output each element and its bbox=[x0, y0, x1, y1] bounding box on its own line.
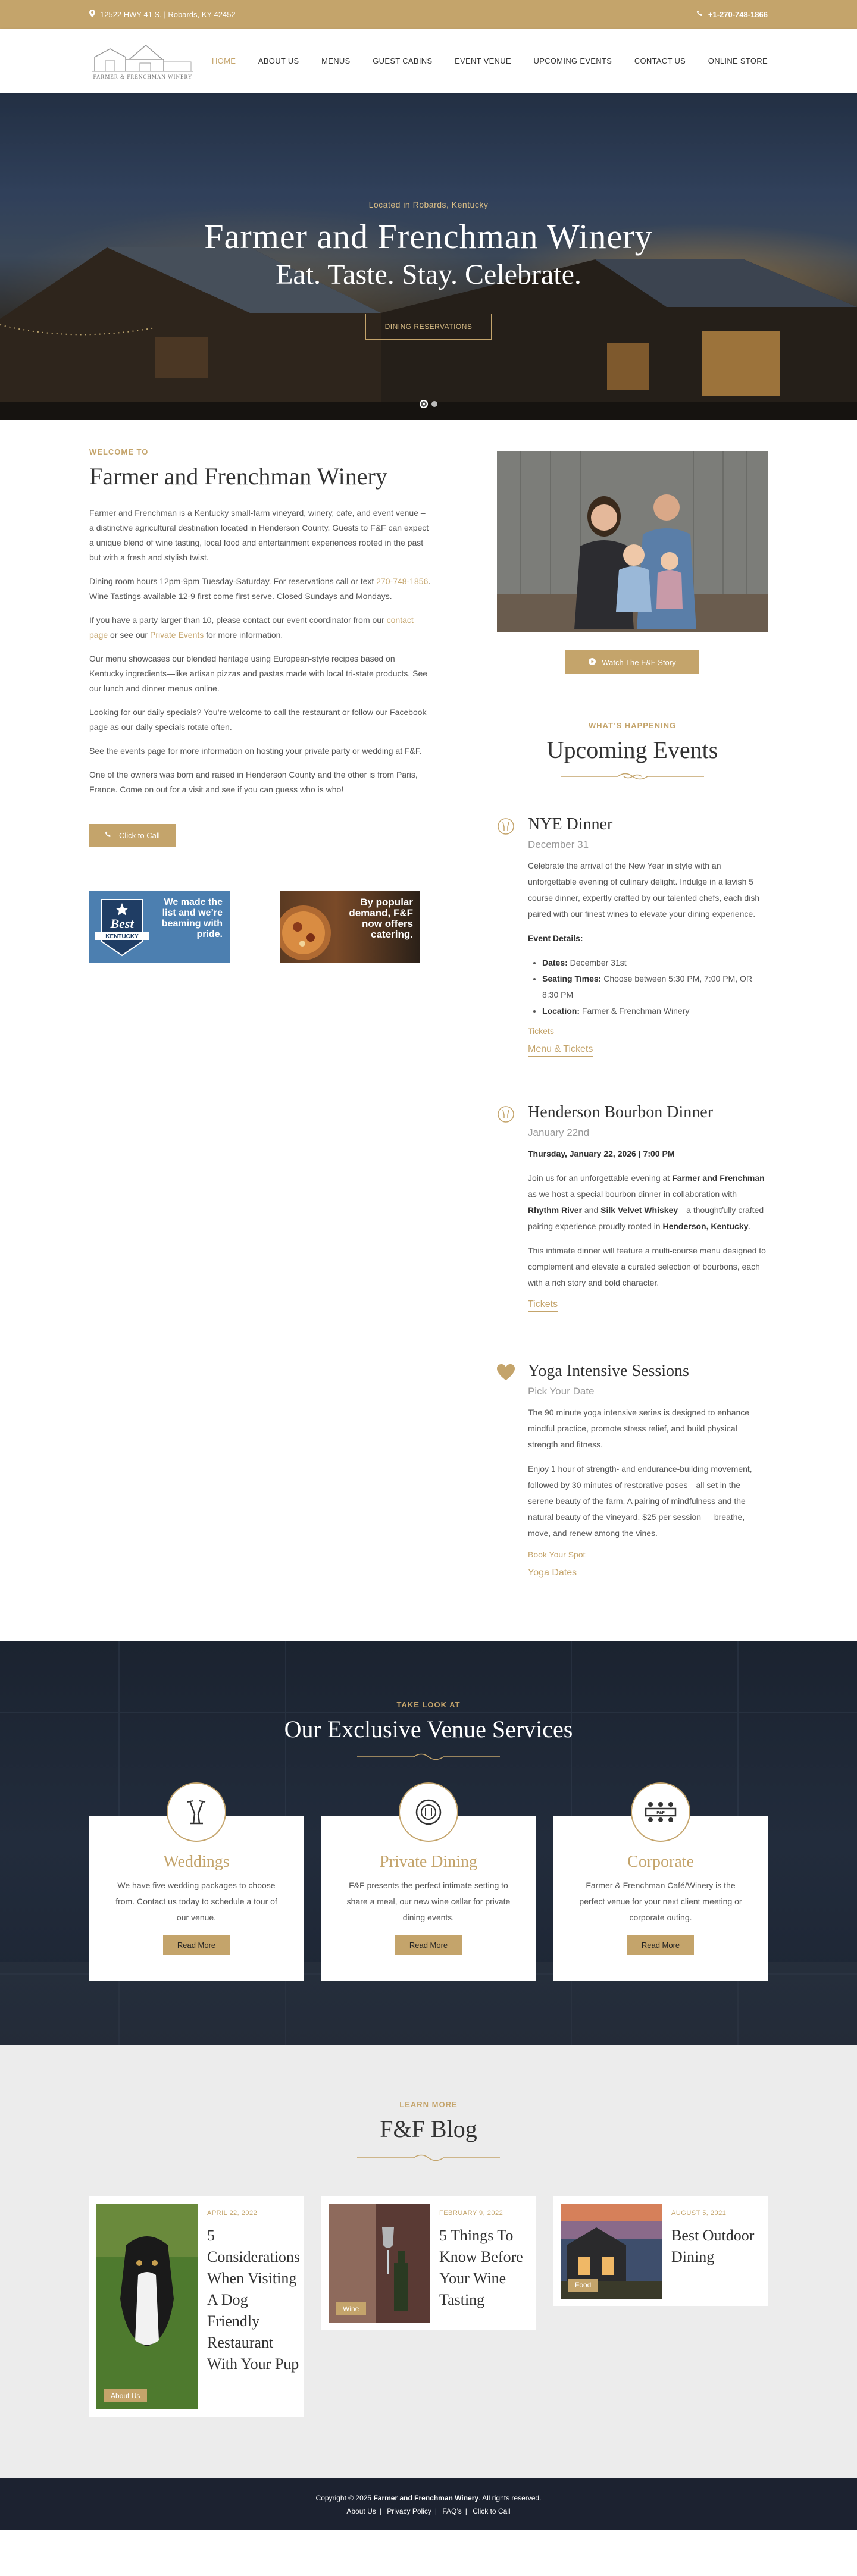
post-date: FEBRUARY 9, 2022 bbox=[439, 2210, 503, 2217]
best-of-kentucky-banner[interactable] bbox=[89, 891, 230, 963]
hero-kicker: Located in Robards, Kentucky bbox=[368, 200, 489, 209]
card-private-dining bbox=[321, 1816, 536, 1981]
promo-banners bbox=[89, 891, 431, 963]
main-nav bbox=[212, 53, 768, 69]
wine-tasting-photo bbox=[329, 2204, 430, 2323]
address-text: 12522 HWY 41 S. | Robards, KY 42452 bbox=[100, 10, 236, 19]
venue-cards bbox=[0, 1811, 857, 1981]
card-title: Weddings bbox=[163, 1853, 230, 1871]
flourish-divider-icon bbox=[357, 1753, 500, 1761]
event-when: Thursday, January 22, 2026 | 7:00 PM bbox=[528, 1149, 675, 1158]
wine-glasses-icon bbox=[497, 815, 515, 1057]
svg-text:Best: Best bbox=[110, 916, 134, 931]
footer-about-us-link[interactable]: About Us bbox=[346, 2507, 376, 2515]
card-title: Corporate bbox=[627, 1853, 694, 1871]
main-content bbox=[0, 420, 857, 1580]
nav-home[interactable]: HOME bbox=[212, 56, 236, 65]
post-title[interactable]: 5 Things To Know Before Your Wine Tasting bbox=[439, 2227, 523, 2308]
blog-header bbox=[89, 2100, 768, 2162]
card-text: F&F presents the perfect intimate setting to share a meal, our new wine cellar for private dining events. bbox=[346, 1881, 511, 1922]
tickets-link[interactable]: Tickets bbox=[528, 1026, 554, 1036]
card-title: Private Dining bbox=[379, 1853, 478, 1871]
events-column bbox=[497, 447, 768, 1580]
read-more-button[interactable]: Read More bbox=[163, 1935, 230, 1955]
hero-subtitle: Eat. Taste. Stay. Celebrate. bbox=[276, 258, 581, 290]
svg-text:F&F: F&F bbox=[656, 1811, 665, 1815]
blog-kicker: LEARN MORE bbox=[399, 2100, 458, 2109]
slider-dots bbox=[0, 400, 857, 408]
yoga-dates-link[interactable]: Yoga Dates bbox=[528, 1568, 577, 1580]
hero-content bbox=[0, 200, 857, 340]
menu-tickets-link[interactable]: Menu & Tickets bbox=[528, 1044, 593, 1057]
site-logo[interactable] bbox=[89, 40, 196, 82]
welcome-column bbox=[89, 447, 431, 1580]
card-text: Farmer & Frenchman Café/Winery is the perfect venue for your next client meeting or corporate outing. bbox=[579, 1881, 742, 1922]
events-title: Upcoming Events bbox=[546, 737, 718, 763]
event-bourbon-dinner bbox=[497, 1103, 768, 1312]
event-title: NYE Dinner bbox=[528, 815, 613, 833]
address bbox=[89, 10, 236, 19]
event-description: Join us for an unforgettable evening at Farmer and Frenchman as we host a special bourbon dinner in collaboration with Rhythm River and Silk Velvet Whiskey—a thoughtfully crafted pairing experience proudly rooted in Henderson, Kentucky. bbox=[528, 1173, 765, 1231]
wine-glasses-icon bbox=[497, 1103, 515, 1312]
event-description: The 90 minute yoga intensive series is designed to enhance mindful practice, promote stress relief, and build physical strength and fitness. bbox=[528, 1408, 750, 1449]
svg-text:KENTUCKY: KENTUCKY bbox=[105, 933, 139, 940]
owners-family-photo bbox=[497, 451, 768, 632]
post-title[interactable]: 5 Considerations When Visiting A Dog Friendly Restaurant With Your Pup bbox=[207, 2227, 300, 2373]
private-events-link[interactable]: Private Events bbox=[149, 630, 204, 640]
flourish-divider-icon bbox=[561, 772, 704, 781]
catering-banner[interactable] bbox=[280, 891, 420, 963]
dinner-plate-icon bbox=[399, 1782, 458, 1842]
phone-text-link[interactable]: 270-748-1856 bbox=[376, 576, 428, 586]
venue-header bbox=[0, 1641, 857, 1761]
outdoor-dining-photo bbox=[561, 2204, 662, 2299]
play-icon bbox=[589, 658, 596, 667]
blog-title: F&F Blog bbox=[380, 2116, 477, 2142]
meeting-table-icon bbox=[631, 1782, 690, 1842]
phone-text: +1-270-748-1866 bbox=[708, 10, 768, 19]
blog-post-card[interactable] bbox=[553, 2196, 768, 2306]
contact-page-link[interactable]: contact page bbox=[89, 615, 414, 640]
catering-food-image bbox=[280, 891, 351, 963]
tickets-link[interactable]: Tickets bbox=[528, 1299, 558, 1312]
post-category-tag[interactable]: About Us bbox=[104, 2389, 147, 2402]
book-your-spot-link[interactable]: Book Your Spot bbox=[528, 1550, 586, 1559]
logo-text: FARMER & FRENCHMAN WINERY bbox=[93, 74, 193, 80]
champagne-glasses-icon bbox=[167, 1782, 226, 1842]
card-weddings bbox=[89, 1816, 304, 1981]
nav-menus[interactable]: MENUS bbox=[321, 56, 351, 65]
event-details-list bbox=[542, 955, 768, 1019]
event-details-label: Event Details: bbox=[528, 933, 583, 943]
dining-reservations-button[interactable]: DINING RESERVATIONS bbox=[365, 314, 492, 340]
click-to-call-button[interactable]: Click to Call bbox=[89, 824, 176, 847]
post-category-tag[interactable]: Food bbox=[568, 2279, 598, 2292]
best-of-kentucky-text: We made the list and we’re beaming with pride. bbox=[161, 897, 223, 939]
card-corporate bbox=[553, 1811, 768, 1981]
event-description: Celebrate the arrival of the New Year in style with an unforgettable evening of culinary delight. Indulge in a lavish 5 course dinner, expertly crafted by our talented chefs, each dish paired with our finest wines to elevate your dining experience. bbox=[528, 861, 760, 919]
card-text: We have five wedding packages to choose from. Contact us today to schedule a tour of our venue. bbox=[115, 1881, 277, 1922]
top-bar bbox=[0, 0, 857, 29]
blog-post-card[interactable] bbox=[89, 2196, 304, 2417]
welcome-paragraph-2: Dining room hours 12pm-9pm Tuesday-Saturday. For reservations call or text 270-748-1856. Wine Tastings available 12-9 first come first serve. Closed Sundays and Mondays. bbox=[89, 576, 431, 601]
event-title: Yoga Intensive Sessions bbox=[528, 1362, 689, 1380]
read-more-button[interactable]: Read More bbox=[627, 1935, 694, 1955]
site-header bbox=[0, 29, 857, 93]
event-title: Henderson Bourbon Dinner bbox=[528, 1103, 714, 1121]
event-date: December 31 bbox=[528, 839, 589, 850]
event-nye-dinner bbox=[497, 815, 768, 1057]
footer-privacy-policy-link[interactable]: Privacy Policy bbox=[387, 2507, 431, 2515]
welcome-paragraph-5: Looking for our daily specials? You’re welcome to call the restaurant or follow our Facebook page as our daily specials rotate often. bbox=[89, 707, 427, 732]
event-date: January 22nd bbox=[528, 1127, 590, 1138]
footer-click-to-call-link[interactable]: Click to Call bbox=[473, 2507, 511, 2515]
venue-kicker: TAKE LOOK AT bbox=[396, 1700, 461, 1709]
post-category-tag[interactable]: Wine bbox=[336, 2302, 366, 2315]
list-item: • Location: Farmer & Frenchman Winery bbox=[542, 1003, 768, 1019]
slider-dot-2[interactable] bbox=[431, 401, 437, 407]
venue-services-section bbox=[0, 1641, 857, 2045]
list-item: • Seating Times: Choose between 5:30 PM, 7:00 PM, OR 8:30 PM bbox=[542, 971, 768, 1003]
welcome-kicker: WELCOME TO bbox=[89, 447, 149, 456]
blog-section bbox=[0, 2045, 857, 2478]
venue-title: Our Exclusive Venue Services bbox=[284, 1716, 573, 1743]
post-title[interactable]: Best Outdoor Dining bbox=[671, 2227, 755, 2265]
blog-post-card[interactable] bbox=[321, 2196, 536, 2330]
welcome-title: Farmer and Frenchman Winery bbox=[89, 463, 387, 490]
footer-links: About Us | Privacy Policy | FAQ’s | Click to Call bbox=[346, 2507, 511, 2515]
heart-icon bbox=[497, 1362, 515, 1580]
nav-guest-cabins[interactable]: GUEST CABINS bbox=[373, 56, 433, 65]
events-kicker: WHAT’S HAPPENING bbox=[588, 721, 677, 730]
phone-link[interactable] bbox=[696, 10, 768, 19]
event-date: Pick Your Date bbox=[528, 1386, 595, 1397]
event-yoga-sessions bbox=[497, 1362, 768, 1580]
best-kentucky-badge-icon bbox=[89, 891, 155, 963]
nav-upcoming-events[interactable]: UPCOMING EVENTS bbox=[533, 56, 612, 65]
nav-contact-us[interactable]: CONTACT US bbox=[634, 56, 686, 65]
hero-slider bbox=[0, 93, 857, 420]
site-footer bbox=[0, 2478, 857, 2530]
event-description-2: Enjoy 1 hour of strength- and endurance-building movement, followed by 30 minutes of restorative poses—all set in the serene beauty of the farm. A pairing of mindfulness and the natural beauty of the vineyard. $25 per session — breathe, move, and renew among the vines. bbox=[528, 1464, 752, 1538]
read-more-button[interactable]: Read More bbox=[395, 1935, 462, 1955]
list-item: • Dates: December 31st bbox=[542, 955, 768, 971]
flourish-divider-icon bbox=[357, 2154, 500, 2162]
post-date: AUGUST 5, 2021 bbox=[671, 2210, 727, 2217]
events-header bbox=[497, 721, 768, 781]
nav-about-us[interactable]: ABOUT US bbox=[258, 56, 299, 65]
watch-story-button[interactable]: Watch The F&F Story bbox=[565, 650, 699, 674]
hero-title: Farmer and Frenchman Winery bbox=[204, 217, 653, 256]
post-date: APRIL 22, 2022 bbox=[207, 2210, 258, 2217]
welcome-paragraph-3: If you have a party larger than 10, please contact our event coordinator from our contact page or see our Private Events for more information. bbox=[89, 615, 414, 640]
dog-photo bbox=[96, 2204, 198, 2409]
welcome-paragraph-1: Farmer and Frenchman is a Kentucky small-farm vineyard, winery, cafe, and event venue – a distinctive agricultural destination located in Henderson County. Guests to F&F can expect a unique blend of wine tasting, local food and entertainment experiences rooted in the past but with a fresh and stylish twist. bbox=[89, 508, 429, 562]
welcome-paragraph-6: See the events page for more information on hosting your private party or wedding at F&F. bbox=[89, 746, 422, 756]
welcome-paragraph-7: One of the owners was born and raised in Henderson County and the other is from Paris, France. Come on out for a visit and see if you can guess who is who! bbox=[89, 770, 418, 794]
copyright: Copyright © 2025 Farmer and Frenchman Winery. All rights reserved. bbox=[315, 2494, 542, 2502]
nav-event-venue[interactable]: EVENT VENUE bbox=[455, 56, 511, 65]
nav-online-store[interactable]: ONLINE STORE bbox=[708, 56, 768, 65]
footer-faqs-link[interactable]: FAQ’s bbox=[442, 2507, 462, 2515]
blog-posts bbox=[89, 2196, 768, 2417]
slider-dot-1[interactable] bbox=[420, 400, 428, 408]
logo-barn-icon bbox=[92, 42, 193, 73]
event-description-2: This intimate dinner will feature a multi-course menu designed to complement and elevate a curated selection of bourbons, each with a rich story and bold character. bbox=[528, 1246, 766, 1287]
catering-text: By popular demand, F&F now offers catering. bbox=[349, 897, 413, 940]
map-pin-icon bbox=[89, 10, 95, 19]
phone-icon bbox=[105, 831, 112, 840]
phone-icon bbox=[696, 10, 703, 19]
welcome-paragraph-4: Our menu showcases our blended heritage using European-style recipes based on Kentucky ingredients—like artisan pizzas and pastas made with local tri-state products. See our lunch and dinner menus online. bbox=[89, 654, 428, 693]
